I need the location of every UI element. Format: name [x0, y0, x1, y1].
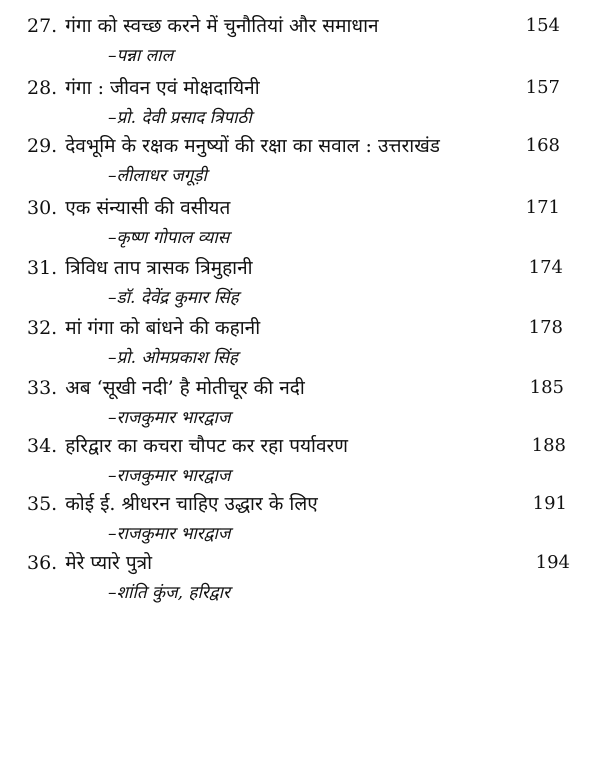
entry-page-number: 188 [531, 435, 566, 456]
entry-title: हरिद्वार का कचरा चौपट कर रहा पर्यावरण [65, 435, 349, 457]
toc-entry-27 [0, 12, 600, 74]
entry-title: गंगा : जीवन एवं मोक्षदायिनी [65, 77, 260, 99]
entry-line [27, 490, 318, 518]
entry-title: गंगा को स्वच्छ करने में चुनौतियां और समाधान [65, 15, 379, 37]
entry-author: –कृष्ण गोपाल व्यास [108, 228, 230, 248]
entry-number: 31. [27, 257, 58, 279]
entry-line [27, 74, 260, 102]
entry-number: 34. [27, 435, 58, 457]
entry-page-number: 174 [528, 257, 563, 278]
entry-author: –राजकुमार भारद्वाज [108, 466, 231, 486]
entry-author: –डॉ. देवेंद्र कुमार सिंह [108, 288, 239, 308]
entry-author: –पन्ना लाल [108, 46, 174, 66]
entry-page-number: 178 [528, 317, 563, 338]
toc-entry-32 [0, 314, 600, 376]
entry-line [27, 194, 230, 222]
toc-entry-31 [0, 254, 600, 316]
entry-number: 32. [27, 317, 58, 339]
entry-number: 30. [27, 197, 58, 219]
entry-title: एक संन्यासी की वसीयत [65, 197, 231, 219]
entry-line [27, 432, 348, 460]
entry-title: मां गंगा को बांधने की कहानी [65, 317, 261, 339]
entry-number: 35. [27, 493, 58, 515]
entry-number: 33. [27, 377, 58, 399]
toc-entry-33 [0, 374, 600, 436]
entry-title: अब ‘सूखी नदी’ है मोतीचूर की नदी [65, 377, 305, 399]
entry-line [27, 12, 379, 40]
toc-entry-28 [0, 74, 600, 136]
entry-title: देवभूमि के रक्षक मनुष्यों की रक्षा का सवाल : उत्तराखंड [65, 135, 440, 157]
toc-entry-35 [0, 490, 600, 552]
entry-line [27, 549, 152, 577]
entry-title: कोई ई. श्रीधरन चाहिए उद्धार के लिए [65, 493, 318, 515]
entry-number: 36. [27, 552, 58, 574]
entry-page-number: 171 [525, 197, 560, 218]
entry-title: त्रिविध ताप त्रासक त्रिमुहानी [65, 257, 253, 279]
entry-number: 28. [27, 77, 58, 99]
entry-number: 29. [27, 135, 58, 157]
entry-author: –प्रो. ओमप्रकाश सिंह [108, 348, 238, 368]
entry-author: –शांति कुंज, हरिद्वार [108, 583, 230, 603]
entry-author: –प्रो. देवी प्रसाद त्रिपाठी [108, 108, 252, 128]
entry-line [27, 314, 260, 342]
entry-title: मेरे प्यारे पुत्रो [65, 552, 153, 574]
toc-entry-30 [0, 194, 600, 256]
entry-page-number: 168 [525, 135, 560, 156]
entry-page-number: 191 [532, 493, 567, 514]
toc-entry-34 [0, 432, 600, 494]
entry-line [27, 132, 440, 160]
entry-line [27, 254, 253, 282]
entry-line [27, 374, 305, 402]
entry-page-number: 185 [529, 377, 564, 398]
entry-author: –राजकुमार भारद्वाज [108, 524, 231, 544]
entry-author: –राजकुमार भारद्वाज [108, 408, 231, 428]
toc-entry-29 [0, 132, 600, 194]
entry-page-number: 194 [535, 552, 570, 573]
toc-entry-36 [0, 549, 600, 611]
entry-page-number: 154 [525, 15, 560, 36]
entry-author: –लीलाधर जगूड़ी [108, 166, 207, 186]
entry-page-number: 157 [525, 77, 560, 98]
entry-number: 27. [27, 15, 58, 37]
